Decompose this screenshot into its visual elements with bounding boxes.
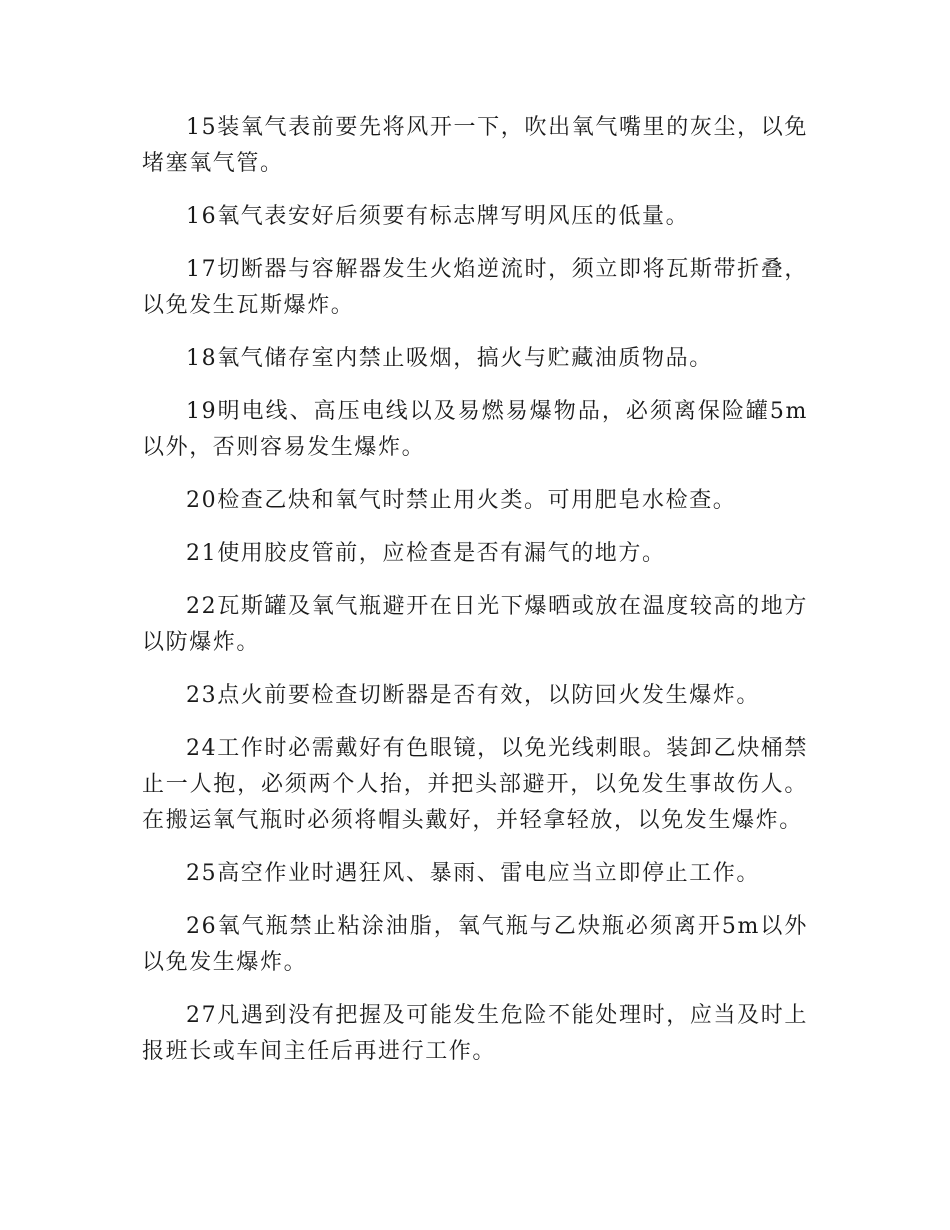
paragraph-18: 18氧气储存室内禁止吸烟，搞火与贮藏油质物品。 xyxy=(186,346,713,371)
paragraph-19: 19明电线、高压电线以及易燃易爆物品，必须离保险罐5m以外，否则容易发生爆炸。 xyxy=(142,399,808,460)
paragraph-27: 27凡遇到没有把握及可能发生危险不能处理时，应当及时上报班长或车间主任后再进行工作。 xyxy=(142,1003,808,1064)
paragraph-25: 25高空作业时遇狂风、暴雨、雷电应当立即停止工作。 xyxy=(186,861,760,886)
paragraph-22: 22瓦斯罐及氧气瓶避开在日光下爆晒或放在温度较高的地方以防爆炸。 xyxy=(142,594,808,655)
paragraph-15: 15装氧气表前要先将风开一下，吹出氧气嘴里的灰尘，以免堵塞氧气管。 xyxy=(142,115,808,176)
paragraph-16: 16氧气表安好后须要有标志牌写明风压的低量。 xyxy=(186,204,690,229)
paragraph-21: 21使用胶皮管前，应检查是否有漏气的地方。 xyxy=(186,541,666,566)
paragraph-24: 24工作时必需戴好有色眼镜，以免光线刺眼。装卸乙炔桶禁止一人抱，必须两个人抬，并把头部避开，以免发生事故伤人。在搬运氧气瓶时必须将帽头戴好，并轻拿轻放，以免发生爆炸。 xyxy=(142,736,808,833)
paragraph-17: 17切断器与容解器发生火焰逆流时，须立即将瓦斯带折叠，以免发生瓦斯爆炸。 xyxy=(142,257,808,318)
paragraph-20: 20检查乙炔和氧气时禁止用火类。可用肥皂水检查。 xyxy=(186,488,737,513)
paragraph-26: 26氧气瓶禁止粘涂油脂，氧气瓶与乙炔瓶必须离开5m以外以免发生爆炸。 xyxy=(142,914,808,975)
paragraph-23: 23点火前要检查切断器是否有效，以防回火发生爆炸。 xyxy=(186,683,760,708)
document-body xyxy=(142,110,808,1087)
